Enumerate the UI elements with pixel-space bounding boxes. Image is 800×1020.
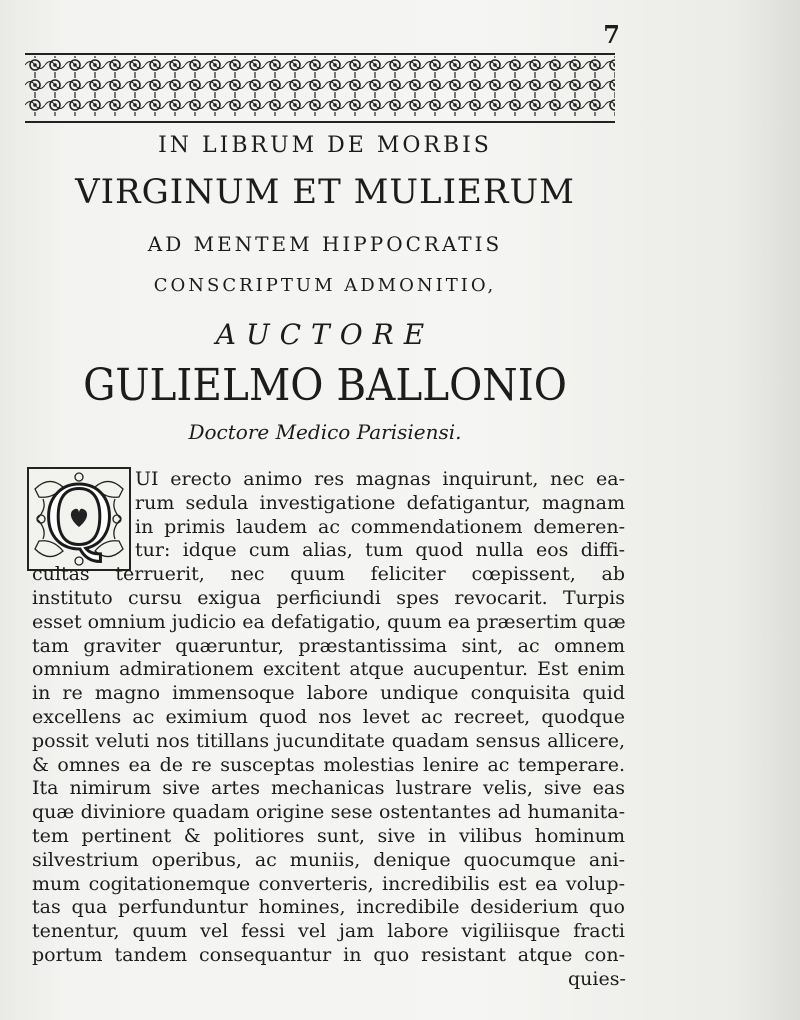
drop-cap bbox=[27, 467, 131, 571]
body-line: tem pertinent & politiores sunt, sive in vilibus hominum bbox=[32, 825, 625, 847]
page-number: 7 bbox=[603, 20, 620, 49]
body-line: esset omnium judicio ea defatigatio, quum ea præsertim quæ bbox=[32, 610, 626, 633]
decorative-headpiece bbox=[25, 53, 615, 123]
body-line: possit veluti nos titillans jucunditate quadam sensus allicere, bbox=[32, 729, 625, 752]
body-line: rum sedula investigatione defatigantur, magnam bbox=[135, 491, 625, 514]
body-line: portum tandem consequantur in quo resistant atque con- bbox=[32, 944, 625, 966]
body-line: silvestrium operibus, ac muniis, denique quocumque ani- bbox=[32, 848, 625, 871]
body-line: Ita nimirum sive artes mechanicas lustrare velis, sive eas bbox=[32, 777, 625, 800]
title-line-1: IN LIBRUM DE MORBIS bbox=[158, 133, 492, 158]
body-line: in re magno immensoque labore undique conquisita quid bbox=[32, 682, 625, 705]
author-label: AUCTORE bbox=[215, 318, 435, 351]
body-line: omnium admirationem excitent atque aucupentur. Est enim bbox=[32, 658, 625, 681]
catchword: quies- bbox=[568, 968, 626, 990]
author-name: GULIELMO BALLONIO bbox=[83, 360, 567, 411]
body-line: tam graviter quæruntur, præstantissima sint, ac omnem bbox=[32, 634, 625, 657]
body-line: mum cogitationemque converteris, incredibilis est ea volup- bbox=[32, 872, 625, 895]
body-line: & omnes ea de re susceptas molestias lenire ac temperare. bbox=[32, 753, 625, 776]
drop-cap-letter: Q bbox=[43, 469, 115, 569]
title-line-4: CONSCRIPTUM ADMONITIO, bbox=[153, 275, 497, 296]
body-line: instituto cursu exigua perficiundi spes revocarit. Turpis bbox=[32, 587, 625, 609]
body-line: excellens ac eximium quod nos levet ac recreet, quodque bbox=[32, 706, 625, 728]
author-title: Doctore Medico Parisiensi. bbox=[188, 420, 462, 444]
body-line: cultas terruerit, nec quum feliciter cœpissent, ab bbox=[32, 563, 625, 586]
title-line-2: VIRGINUM ET MULIERUM bbox=[75, 172, 575, 212]
body-line: tenentur, quum vel fessi vel jam labore vigiliisque fracti bbox=[32, 920, 625, 943]
body-line: tur: idque cum alias, tum quod nulla eos diffi- bbox=[135, 539, 625, 562]
body-line: in primis laudem ac commendationem demeren- bbox=[135, 515, 625, 538]
body-line: tas qua perfunduntur homines, incredibile desiderium quo bbox=[32, 896, 625, 919]
body-line: quæ diviniore quadam origine sese ostentantes ad humanita- bbox=[32, 801, 625, 824]
body-line: UI erecto animo res magnas inquirunt, nec ea- bbox=[135, 468, 625, 490]
title-line-3: AD MENTEM HIPPOCRATIS bbox=[147, 232, 503, 256]
